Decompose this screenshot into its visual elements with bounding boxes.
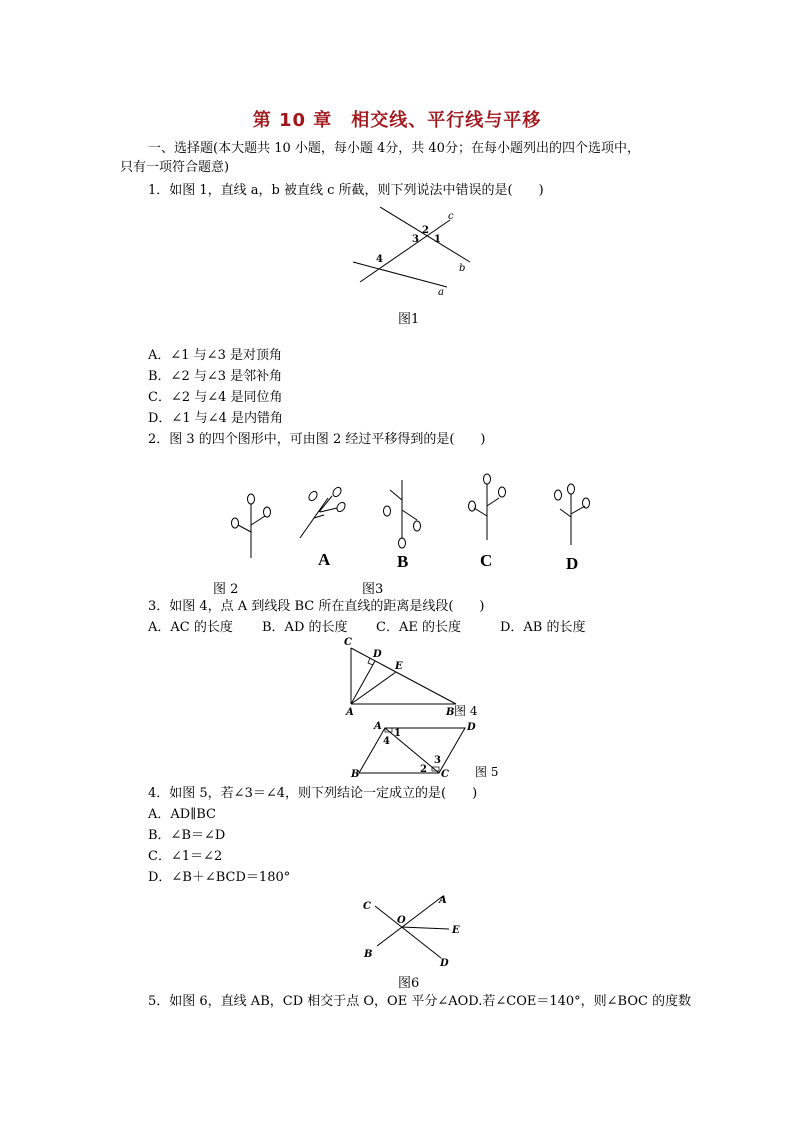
fig1-label-3: 3 [412,234,419,245]
fig4-label-d: D [373,649,382,660]
fig3-option-c [469,474,506,540]
figure-3-caption: 图3 [362,582,384,597]
fig3-option-a [300,486,347,538]
q1-option-c: C．∠2 与∠4 是同位角 [148,390,283,405]
fig3-label-d: D [566,554,579,573]
figure-2-caption: 图 2 [213,582,239,597]
q3-option-a: A．AC 的长度 [148,620,233,635]
fig4-label-a: A [346,707,354,718]
fig1-label-a: a [438,287,444,298]
q3-option-d: D．AB 的长度 [500,620,586,635]
fig3-option-b [384,480,421,548]
figure-5 [345,718,505,782]
fig4-label-e: E [395,661,403,672]
fig5-label-4: 4 [383,736,390,747]
fig1-label-b: b [459,263,466,274]
fig6-label-d: D [440,958,449,968]
fig4-label-b: B [446,707,455,718]
q1-option-a: A．∠1 与∠3 是对顶角 [148,348,282,363]
fig5-label-d: D [467,722,476,733]
figure-2-and-3 [220,470,610,575]
fig6-label-b: B [364,949,373,960]
figure-1-caption: 图1 [398,312,420,327]
fig5-label-a: A [374,721,382,732]
q3-option-b: B．AD 的长度 [262,620,348,635]
fig3-label-c: C [480,551,493,570]
q4-option-a: A．AD∥BC [148,807,216,822]
fig1-label-c: c [448,211,454,222]
fig6-label-e: E [452,925,460,936]
fig6-label-c: C [363,901,371,912]
q1-option-d: D．∠1 与∠4 是内错角 [148,411,284,426]
fig3-label-a: A [318,550,331,569]
q4-option-d: D．∠B＋∠BCD＝180° [148,870,291,885]
figure-4-caption: 图 4 [454,704,478,718]
section-heading-line2: 只有一项符合题意) [120,160,230,175]
fig1-label-4: 4 [376,254,383,265]
figure-4 [340,634,480,720]
fig2-tree [232,494,271,558]
figure-6 [355,888,465,968]
section-heading-line1: 一、选择题(本大题共 10 小题，每小题 4分，共 40分；在每小题列出的四个选项中， [148,141,640,156]
q4-option-c: C．∠1＝∠2 [148,849,223,864]
figure-6-caption: 图6 [398,976,420,991]
figure-5-caption: 图 5 [475,765,499,779]
question-2-stem: 2．图 3 的四个图形中，可由图 2 经过平移得到的是( ) [148,432,486,447]
fig6-label-o: O [397,915,406,926]
fig5-label-2: 2 [420,764,427,775]
fig5-label-3: 3 [434,755,441,766]
page-title: 第 10 章 相交线、平行线与平移 [252,110,542,131]
q1-option-b: B．∠2 与∠3 是邻补角 [148,369,283,384]
fig6-label-a: A [439,895,447,906]
fig5-label-1: 1 [394,728,401,739]
fig3-option-d [555,484,590,545]
q4-option-b: B．∠B＝∠D [148,828,226,843]
question-4-stem: 4．如图 5，若∠3＝∠4，则下列结论一定成立的是( ) [148,786,478,801]
question-1-stem: 1．如图 1，直线 a，b 被直线 c 所截，则下列说法中错误的是( ) [148,183,544,198]
fig5-label-c: C [441,769,449,780]
question-5-stem: 5．如图 6，直线 AB，CD 相交于点 O，OE 平分∠AOD.若∠COE＝140°，则∠BOC 的度数 [148,994,692,1009]
figure-1 [345,205,475,300]
fig5-label-b: B [351,769,360,780]
fig3-label-b: B [397,552,409,571]
question-3-stem: 3．如图 4，点 A 到线段 BC 所在直线的距离是线段( ) [148,599,485,614]
fig4-label-c: C [344,637,352,648]
q3-option-c: C．AE 的长度 [376,620,461,635]
fig1-label-1: 1 [434,234,441,245]
fig1-label-2: 2 [422,225,429,236]
